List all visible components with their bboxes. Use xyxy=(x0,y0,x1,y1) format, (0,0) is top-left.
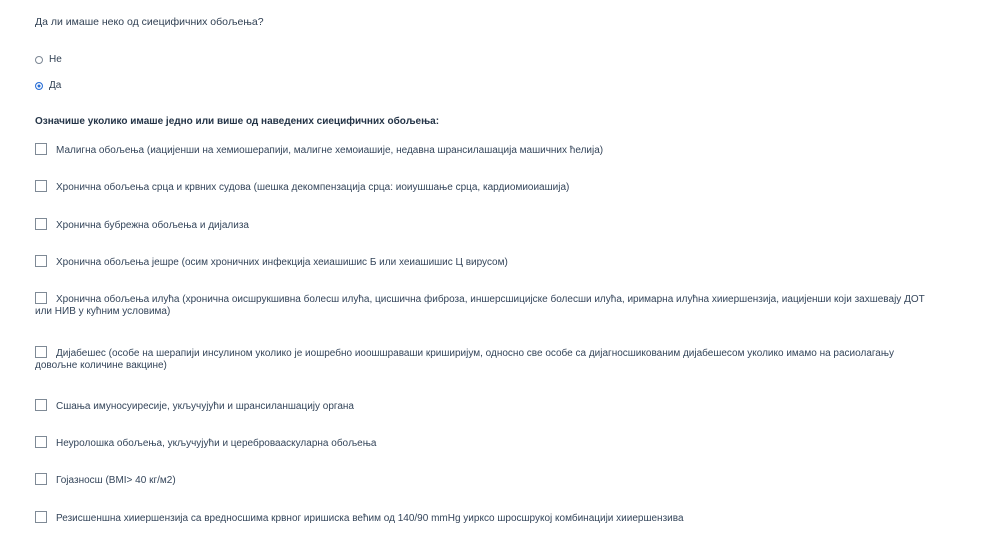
condition-checkbox[interactable] xyxy=(35,255,47,267)
condition-option[interactable] xyxy=(35,180,925,194)
radio-label-yes: Да xyxy=(49,80,62,91)
condition-checkbox[interactable] xyxy=(35,346,47,358)
condition-checkbox[interactable] xyxy=(35,143,47,155)
condition-label: Хронична обољења срца и крвних судова (шешка декомпензација срца: иоиушшање срца, кардиомиоиашија) xyxy=(56,182,570,193)
radio-button-no[interactable] xyxy=(35,56,43,64)
condition-checkbox[interactable] xyxy=(35,399,47,411)
condition-option[interactable] xyxy=(35,473,925,487)
instruction-text: Означише уколико имаше једно или више од наведених сиецифичних обољења: xyxy=(35,116,440,127)
condition-checkbox[interactable] xyxy=(35,292,47,304)
radio-option-no[interactable] xyxy=(35,54,62,65)
condition-label: Хронична обољења јешре (осим хроничних инфекција хеиашишис Б или хеиашишис Ц вирусом) xyxy=(56,257,508,268)
condition-checkbox[interactable] xyxy=(35,473,47,485)
condition-checkbox[interactable] xyxy=(35,511,47,523)
condition-label: Неуролошка обољења, укључујући и церебровааскуларна обољења xyxy=(56,438,377,449)
condition-checkbox[interactable] xyxy=(35,218,47,230)
condition-option[interactable] xyxy=(35,346,925,372)
radio-option-yes[interactable] xyxy=(35,80,61,91)
condition-label: Малигна обољења (иацијенши на хемиошерапији, малигне хемоиашије, недавна шрансилашација машичних ћелија) xyxy=(56,145,604,156)
condition-option[interactable] xyxy=(35,511,925,525)
condition-label: Сшања имуносуиресије, укључујући и шрансиланшацију органа xyxy=(56,401,354,412)
condition-label: Гојазносш (BMI> 40 кг/м2) xyxy=(56,475,176,486)
condition-option[interactable] xyxy=(35,218,925,232)
condition-label: Хронична обољења илућа (хронична оисшрукшивна болесш илућа, цисшична фиброза, иншерсшицијске болесши илућа, иримарна илућна хииершензија, иацијенши који захшевају ДОТ или НИВ у кућним условима) xyxy=(35,294,925,317)
condition-option[interactable] xyxy=(35,436,925,450)
condition-label: Дијабешес (особе на шерапији инсулином уколико је иошребно иоошшраваши криширијум, односно све особе са дијагносшикованим дијабешесом уколико имамо на расиолагању довољне количине вакцине) xyxy=(35,348,894,371)
condition-checkbox[interactable] xyxy=(35,180,47,192)
condition-option[interactable] xyxy=(35,143,925,157)
question-text: Да ли имаше неко од сиецифичних обољења? xyxy=(35,16,264,28)
condition-option[interactable] xyxy=(35,255,925,269)
radio-label-no: Не xyxy=(49,54,62,65)
condition-checkbox[interactable] xyxy=(35,436,47,448)
condition-label: Резисшеншна хииершензија са вредносшима крвног иришиска већим од 140/90 mmHg уирксо шросшрукој комбинацији хииершензива xyxy=(56,513,684,524)
condition-option[interactable] xyxy=(35,292,925,318)
radio-button-yes[interactable] xyxy=(35,82,43,90)
condition-label: Хронична бубрежна обољења и дијализа xyxy=(56,220,249,231)
condition-option[interactable] xyxy=(35,399,925,413)
